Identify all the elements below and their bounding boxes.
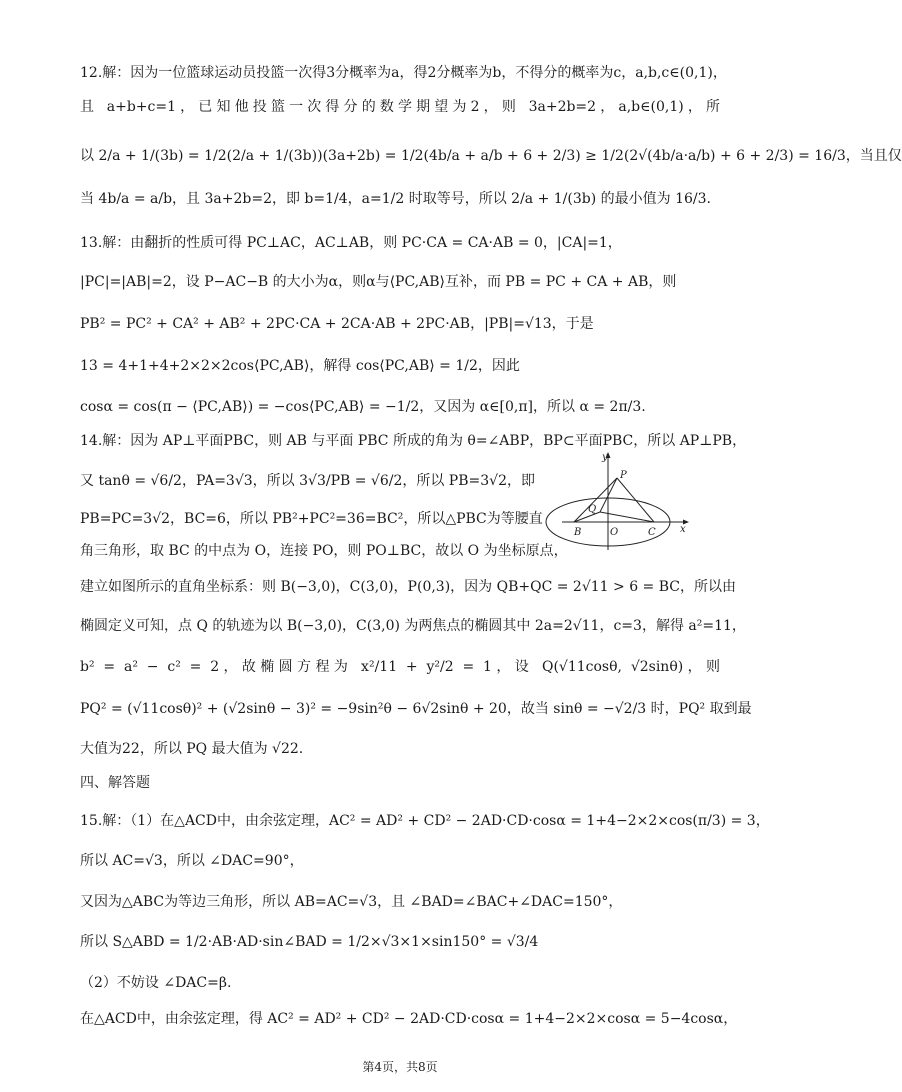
section-heading: 四、解答题	[80, 775, 150, 791]
label-B: B	[574, 527, 582, 538]
label-x: x	[680, 524, 686, 535]
label-O: O	[610, 527, 619, 538]
text-line: 15.解：（1）在△ACD中，由余弦定理，AC² = AD² + CD² − 2AD·CD·cosα = 1+4−2×2×cos(π/3) = 3，	[80, 813, 770, 829]
label-Q: Q	[588, 504, 597, 515]
text-line: b² = a² − c² = 2，故椭圆方程为 x²/11 + y²/2 = 1，设 Q(√11cosθ, √2sinθ)，则	[80, 659, 720, 675]
text-line: 以 2/a + 1/(3b) = 1/2(2/a + 1/(3b))(3a+2b) = 1/2(4b/a + a/b + 6 + 2/3) ≥ 1/2(2√(4b/a·a/b) + 6 + 2/3) = 16/3，当且仅	[80, 148, 902, 164]
text-line: PB² = PC² + CA² + AB² + 2PC·CA + 2CA·AB + 2PC·AB，|PB|=√13，于是	[80, 316, 594, 332]
label-y: y	[602, 452, 608, 463]
text-line: 且 a+b+c=1，已知他投篮一次得分的数学期望为2，则 3a+2b=2，a,b∈(0,1)，所	[80, 99, 720, 115]
text-line: 椭圆定义可知，点 Q 的轨迹为以 B(−3,0)，C(3,0) 为两焦点的椭圆其中 2a=2√11，c=3，解得 a²=11，	[80, 618, 746, 634]
text-line: 13 = 4+1+4+2×2×2cos⟨PC,AB⟩，解得 cos⟨PC,AB⟩ = 1/2，因此	[80, 358, 520, 374]
label-P: P	[620, 470, 627, 481]
text-line: PQ² = (√11cosθ)² + (√2sinθ − 3)² = −9sin²θ − 6√2sinθ + 20，故当 sinθ = −√2/3 时，PQ² 取到最	[80, 701, 752, 717]
text-line: 当 4b/a = a/b，且 3a+2b=2，即 b=1/4，a=1/2 时取等号，所以 2/a + 1/(3b) 的最小值为 16/3.	[80, 191, 711, 207]
text-line: PB=PC=3√2，BC=6，所以 PB²+PC²=36=BC²，所以△PBC为等腰直	[80, 511, 543, 527]
text-line: 所以 S△ABD = 1/2·AB·AD·sin∠BAD = 1/2×√3×1×sin150° = √3/4	[80, 934, 539, 950]
text-line: 大值为22，所以 PQ 最大值为 √22.	[80, 741, 304, 757]
text-line: |PC|=|AB|=2，设 P−AC−B 的大小为α，则α与⟨PC,AB⟩互补，而 PB = PC + CA + AB，则	[80, 274, 677, 290]
text-line: 建立如图所示的直角坐标系：则 B(−3,0)，C(3,0)，P(0,3)，因为 QB+QC = 2√11 > 6 = BC，所以由	[80, 579, 737, 595]
text-line: cosα = cos(π − ⟨PC,AB⟩) = −cos⟨PC,AB⟩ = −1/2，又因为 α∈[0,π]，所以 α = 2π/3.	[80, 399, 646, 415]
text-line: 12.解：因为一位篮球运动员投篮一次得3分概率为a，得2分概率为b，不得分的概率为c，a,b,c∈(0,1)，	[80, 65, 727, 81]
text-line: （2）不妨设 ∠DAC=β.	[80, 975, 232, 991]
text-line: 又因为△ABC为等边三角形，所以 AB=AC=√3，且 ∠BAD=∠BAC+∠DAC=150°，	[80, 894, 623, 910]
text-line: 14.解：因为 AP⊥平面PBC，则 AB 与平面 PBC 所成的角为 θ=∠ABP，BP⊂平面PBC，所以 AP⊥PB，	[80, 433, 747, 449]
text-line: 13.解：由翻折的性质可得 PC⊥AC，AC⊥AB，则 PC·CA = CA·AB = 0，|CA|=1，	[80, 235, 622, 251]
text-line: 又 tanθ = √6/2，PA=3√3，所以 3√3/PB = √6/2，所以 PB=3√2，即	[80, 473, 535, 489]
label-C: C	[648, 527, 656, 538]
ellipse-diagram	[560, 450, 690, 555]
text-line: 在△ACD中，由余弦定理，得 AC² = AD² + CD² − 2AD·CD·cosα = 1+4−2×2×cosα = 5−4cosα，	[80, 1011, 738, 1027]
text-line: 所以 AC=√3，所以 ∠DAC=90°，	[80, 853, 304, 869]
page-footer: 第4页，共8页	[362, 1060, 438, 1074]
text-line: 角三角形，取 BC 的中点为 O，连接 PO，则 PO⊥BC，故以 O 为坐标原点，	[80, 543, 568, 559]
